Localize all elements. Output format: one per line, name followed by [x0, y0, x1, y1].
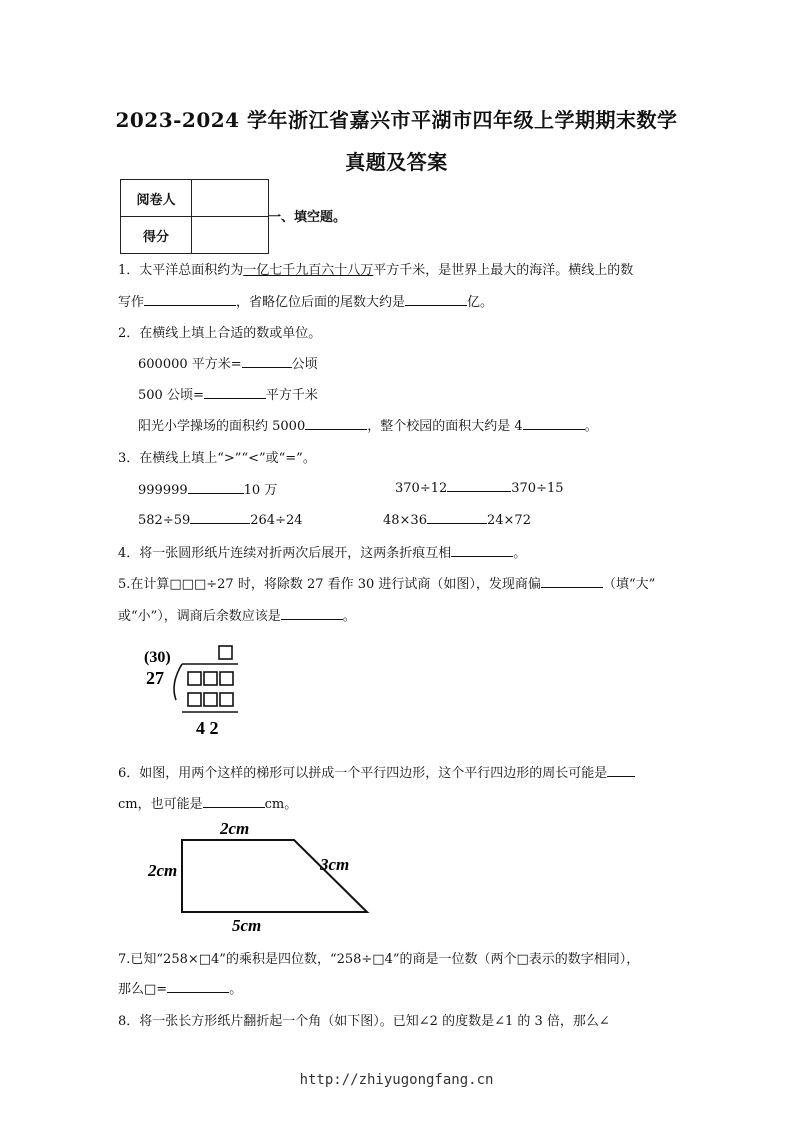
trapezoid-bottom-label: 5cm — [232, 916, 262, 935]
q3-r2-d: 24×72 — [486, 513, 531, 528]
q3-row-1-left — [138, 479, 277, 498]
q7-text-b: 。 — [229, 982, 243, 997]
q3-r1-a: 999999 — [138, 483, 188, 498]
q2-blank-a[interactable] — [242, 355, 292, 368]
q4-blank[interactable] — [451, 544, 513, 557]
q3-blank-3[interactable] — [190, 511, 250, 524]
q2-c-text-2: ，整个校园的面积大约是 4 — [367, 419, 523, 434]
trapezoid-left-label: 2cm — [148, 861, 178, 880]
q2-b-text: 500 公顷= — [138, 388, 204, 403]
q3-row-2-right — [383, 511, 531, 528]
q8-line-1: 8．将一张长方形纸片翻折起一个角（如下图）。已知∠2 的度数是∠1 的 3 倍，那么∠ — [118, 1014, 610, 1029]
q1-text-e: 亿。 — [467, 295, 494, 310]
score-cell — [192, 217, 269, 254]
q6-text-c: cm。 — [264, 797, 298, 812]
trapezoid-right-label: 3cm — [320, 855, 350, 874]
division-figure — [140, 642, 260, 742]
q3-blank-2[interactable] — [447, 479, 511, 492]
q5-line-2 — [118, 605, 356, 624]
q7-line-1: 7.已知“258×□4”的乘积是四位数，“258÷□4”的商是一位数（两个□表示的数字相同）， — [118, 952, 640, 967]
q6-line-1 — [118, 762, 635, 781]
reviewer-cell — [192, 180, 269, 217]
dividend-box-2 — [204, 672, 217, 685]
q5-blank-1[interactable] — [541, 575, 603, 588]
q2-blank-d[interactable] — [523, 417, 585, 430]
q2-c-end: 。 — [584, 419, 598, 434]
q5-text-a: 5.在计算□□□÷27 时，将除数 27 看作 30 进行试商（如图），发现商偏 — [118, 577, 541, 592]
footer-url[interactable]: http://zhiyugongfang.cn — [299, 1072, 494, 1088]
q4-text: 4．将一张圆形纸片连续对折两次后展开，这两条折痕互相 — [118, 546, 452, 561]
q1-text-b: 平方千米，是世界上最大的海洋。横线上的数 — [373, 263, 634, 278]
q7-line-2 — [118, 978, 242, 997]
q3-r2-a: 582÷59 — [138, 513, 191, 528]
q6-text-b: cm，也可能是 — [118, 797, 203, 812]
q3-r1-c: 370÷12 — [395, 481, 448, 496]
q3-r2-b: 264÷24 — [250, 513, 303, 528]
trapezoid-shape — [182, 840, 367, 912]
q1-text-a: 1．太平洋总面积约为 — [118, 263, 244, 278]
q3-r1-b: 10 万 — [243, 483, 278, 498]
q3-r2-c: 48×36 — [383, 513, 427, 528]
q2-line-c — [138, 415, 598, 434]
q5-text-b: （填“大” — [602, 577, 656, 592]
q5-line-1 — [118, 573, 655, 592]
product-box-2 — [204, 693, 217, 706]
dividend-box-1 — [188, 672, 201, 685]
q1-line-2 — [118, 291, 493, 310]
product-box-3 — [220, 693, 233, 706]
q3-heading: 3．在横线上填上“>”“<”或“=”。 — [118, 451, 316, 466]
q2-line-a — [138, 353, 318, 372]
score-label: 得分 — [121, 217, 192, 254]
division-estimate: (30) — [144, 649, 171, 666]
q6-text-a: 6．如图，用两个这样的梯形可以拼成一个平行四边形，这个平行四边形的周长可能是 — [118, 766, 608, 781]
q5-blank-2[interactable] — [281, 607, 343, 620]
q6-blank-1[interactable] — [607, 764, 635, 777]
score-table — [120, 179, 269, 254]
q1-underlined-number: 一亿七千九百六十八万 — [243, 263, 374, 278]
q2-blank-c[interactable] — [305, 417, 367, 430]
section-heading: 一、填空题。 — [268, 210, 347, 225]
q1-text-c: 写作 — [118, 295, 145, 310]
q3-r1-d: 370÷15 — [511, 481, 564, 496]
q5-text-c: 或“小”），调商后余数应该是 — [118, 609, 281, 624]
reviewer-label: 阅卷人 — [121, 180, 192, 217]
q2-b-unit: 平方千米 — [265, 388, 318, 403]
q2-heading: 2．在横线上填上合适的数或单位。 — [118, 326, 322, 341]
title-line-2: 真题及答案 — [345, 150, 448, 174]
q4-end: 。 — [513, 546, 527, 561]
q1-text-d: ，省略亿位后面的尾数大约是 — [236, 295, 406, 310]
q5-text-d: 。 — [342, 609, 356, 624]
q6-blank-2[interactable] — [203, 795, 265, 808]
trapezoid-figure — [140, 812, 380, 936]
title-line-1: 2023-2024 学年浙江省嘉兴市平湖市四年级上学期期末数学 — [115, 108, 678, 132]
q2-c-text: 阳光小学操场的面积约 5000 — [138, 419, 306, 434]
trapezoid-top-label: 2cm — [220, 819, 250, 838]
q7-text-a: 那么□= — [118, 982, 168, 997]
product-box-1 — [188, 693, 201, 706]
q2-line-b — [138, 384, 318, 403]
q6-line-2 — [118, 793, 297, 812]
q3-blank-1[interactable] — [188, 481, 244, 494]
q7-blank[interactable] — [167, 980, 229, 993]
q3-row-2-left — [138, 511, 303, 528]
quotient-box — [219, 646, 232, 659]
division-divisor: 27 — [146, 668, 164, 688]
dividend-box-3 — [220, 672, 233, 685]
q2-a-unit: 公顷 — [291, 357, 318, 372]
division-bracket — [174, 664, 182, 700]
q4-line — [118, 542, 526, 561]
q1-blank-2[interactable] — [405, 293, 467, 306]
division-remainder: 4 2 — [196, 718, 219, 738]
q3-blank-4[interactable] — [427, 511, 487, 524]
q1-line-1 — [118, 259, 633, 278]
q2-a-text: 600000 平方米= — [138, 357, 242, 372]
q2-blank-b[interactable] — [204, 386, 266, 399]
q3-row-1-right — [395, 479, 564, 496]
q1-blank-1[interactable] — [144, 293, 236, 306]
